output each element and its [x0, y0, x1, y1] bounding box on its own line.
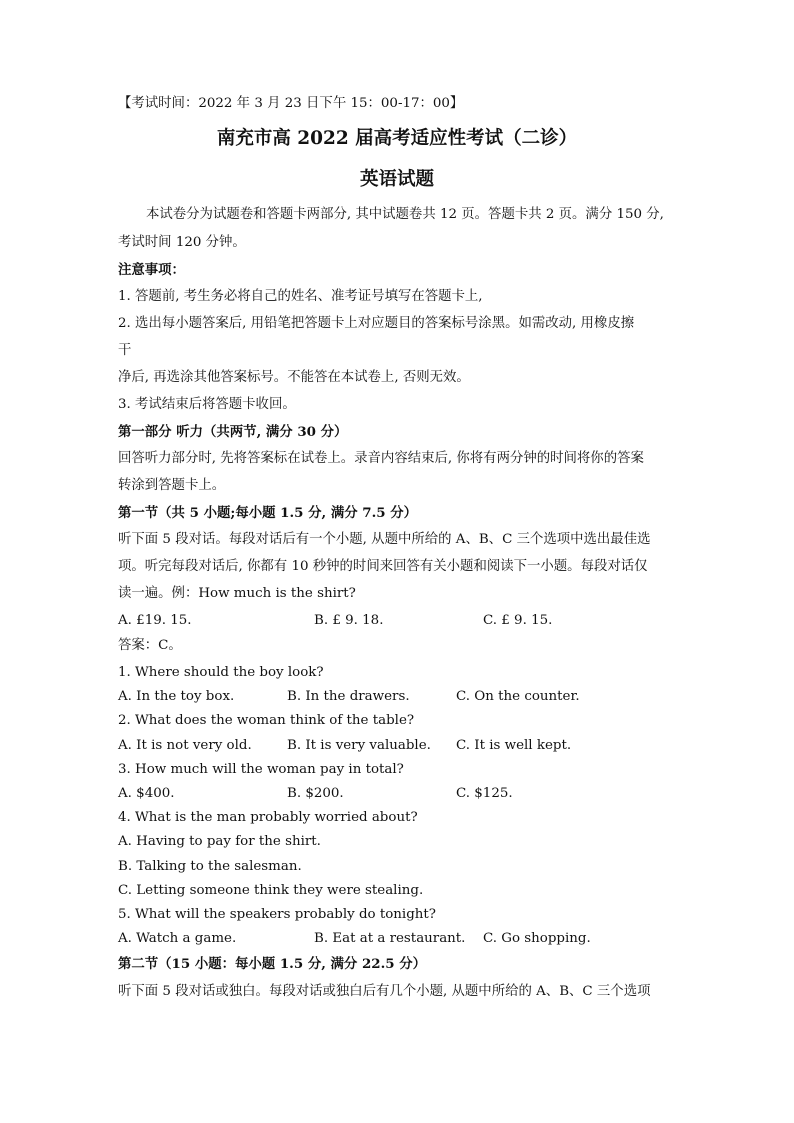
question-2: 2. What does the woman think of the table?: [118, 713, 415, 728]
note-item-2a: 2. 选出每小题答案后, 用铅笔把答题卡上对应题目的答案标号涂黑。如需改动, 用橡皮擦: [118, 316, 635, 331]
q5-option-b: B. Eat at a restaurant.: [314, 931, 466, 946]
q3-option-a: A. $400.: [118, 786, 175, 801]
question-1: 1. Where should the boy look?: [118, 665, 324, 680]
question-5: 5. What will the speakers probably do tonight?: [118, 907, 436, 922]
q3-option-b: B. $200.: [287, 786, 344, 801]
exam-title: 南充市高 2022 届高考适应性考试（二诊）: [216, 128, 578, 149]
section1-desc-3: 读一遍。例：How much is the shirt?: [118, 586, 356, 601]
q4-option-c: C. Letting someone think they were stealing.: [118, 883, 424, 898]
section1-desc-2: 项。听完每段对话后, 你都有 10 秒钟的时间来回答有关小题和阅读下一小题。每段对话仅: [118, 559, 648, 574]
q1-option-b: B. In the drawers.: [287, 689, 410, 704]
q5-option-a: A. Watch a game.: [118, 931, 237, 946]
q2-option-c: C. It is well kept.: [456, 738, 572, 753]
subject-title: 英语试题: [359, 169, 434, 190]
part1-heading: 第一部分 听力（共两节, 满分 30 分）: [118, 424, 348, 440]
note-item-3: 3. 考试结束后将答题卡收回。: [118, 397, 296, 412]
section1-desc-1: 听下面 5 段对话。每段对话后有一个小题, 从题中所给的 A、B、C 三个选项中选出最佳选: [118, 532, 651, 547]
q1-option-a: A. In the toy box.: [118, 689, 235, 704]
example-answer: 答案：C。: [118, 638, 182, 653]
note-item-2c: 净后, 再选涂其他答案标号。不能答在本试卷上, 否则无效。: [118, 370, 470, 385]
q5-option-c: C. Go shopping.: [483, 931, 591, 946]
note-item-2b: 干: [118, 343, 132, 358]
section1-heading: 第一节（共 5 小题;每小题 1.5 分, 满分 7.5 分）: [118, 505, 418, 521]
part1-desc-1: 回答听力部分时, 先将答案标在试卷上。录音内容结束后, 你将有两分钟的时间将你的答案: [118, 451, 644, 466]
example-option-c: C. £ 9. 15.: [483, 613, 553, 628]
q2-option-b: B. It is very valuable.: [287, 738, 431, 753]
q2-option-a: A. It is not very old.: [118, 738, 252, 753]
exam-time: 【考试时间：2022 年 3 月 23 日下午 15：00-17：00】: [118, 96, 464, 111]
section2-desc-1: 听下面 5 段对话或独白。每段对话或独白后有几个小题, 从题中所给的 A、B、C 三个选项: [118, 984, 651, 999]
intro-line-1: 本试卷分为试题卷和答题卡两部分, 其中试题卷共 12 页。答题卡共 2 页。满分 150 分,: [146, 207, 664, 222]
part1-desc-2: 转涂到答题卡上。: [118, 478, 226, 493]
example-option-a: A. £19. 15.: [118, 613, 192, 628]
notes-heading: 注意事项：: [118, 262, 185, 278]
q1-option-c: C. On the counter.: [456, 689, 580, 704]
q4-option-b: B. Talking to the salesman.: [118, 859, 302, 874]
q4-option-a: A. Having to pay for the shirt.: [118, 834, 321, 849]
question-3: 3. How much will the woman pay in total?: [118, 762, 404, 777]
question-4: 4. What is the man probably worried about?: [118, 810, 418, 825]
intro-line-2: 考试时间 120 分钟。: [118, 235, 246, 250]
section2-heading: 第二节（15 小题：每小题 1.5 分, 满分 22.5 分）: [118, 956, 427, 972]
q3-option-c: C. $125.: [456, 786, 513, 801]
note-item-1: 1. 答题前, 考生务必将自己的姓名、准考证号填写在答题卡上,: [118, 289, 483, 304]
example-option-b: B. £ 9. 18.: [314, 613, 384, 628]
